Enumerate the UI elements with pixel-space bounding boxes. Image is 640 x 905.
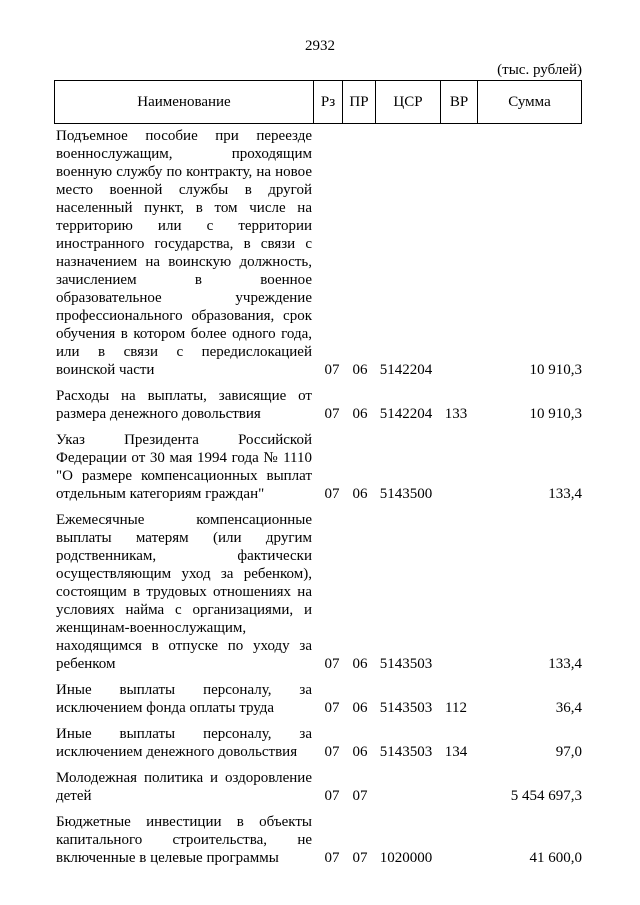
row-name: Иные выплаты персоналу, за исключением фонда оплаты труда bbox=[56, 682, 312, 716]
row-sum: 36,4 bbox=[555, 700, 582, 716]
row-name: Расходы на выплаты, зависящие от размера денежного довольствия bbox=[56, 388, 312, 422]
row-name: Подъемное пособие при переезде военнослужащим, проходящим военную службу по контракту, на новое место военной службы в другой населенный пункт, в том числе на территорию или с территории иностранного государства, в связи с назначением на воинскую должность, зачислением в военное образовательное учреждение профессионального образования, срок обучения в котором более одного года, или в связи с передислокацией воинской части bbox=[56, 128, 312, 378]
row-pr: 06 bbox=[352, 656, 368, 672]
row-vr: 133 bbox=[444, 406, 468, 422]
row-pr: 06 bbox=[352, 362, 368, 378]
row-name: Ежемесячные компенсационные выплаты матерям (или другим родственникам, фактически осуществляющим уход за ребенком), состоящим в трудовых отношениях на условиях найма с организациями, и женщинам-военнослужащим, находящимся в отпуске по уходу за ребенком bbox=[56, 512, 312, 672]
header-csr: ЦСР bbox=[375, 81, 440, 123]
row-sum: 133,4 bbox=[548, 656, 582, 672]
row-vr: 134 bbox=[444, 744, 468, 760]
table-row bbox=[54, 127, 582, 379]
row-csr: 5143503 bbox=[379, 656, 433, 672]
row-csr: 5142204 bbox=[379, 406, 433, 422]
row-rz: 07 bbox=[324, 788, 340, 804]
header-vr: ВР bbox=[440, 81, 477, 123]
row-sum: 10 910,3 bbox=[529, 406, 582, 422]
row-sum: 133,4 bbox=[548, 486, 582, 502]
row-csr: 5143500 bbox=[379, 486, 433, 502]
row-pr: 06 bbox=[352, 744, 368, 760]
row-name: Молодежная политика и оздоровление детей bbox=[56, 770, 312, 804]
row-pr: 07 bbox=[352, 850, 368, 866]
row-sum: 10 910,3 bbox=[529, 362, 582, 378]
row-rz: 07 bbox=[324, 656, 340, 672]
header-rz: Рз bbox=[313, 81, 342, 123]
row-rz: 07 bbox=[324, 406, 340, 422]
row-csr: 1020000 bbox=[379, 850, 433, 866]
row-sum: 41 600,0 bbox=[529, 850, 582, 866]
row-sum: 97,0 bbox=[555, 744, 582, 760]
table-row bbox=[54, 511, 582, 673]
header-pr: ПР bbox=[342, 81, 375, 123]
row-name: Указ Президента Российской Федерации от 30 мая 1994 года № 1110 "О размере компенсационных выплат отдельным категориям граждан" bbox=[56, 432, 312, 502]
row-pr: 06 bbox=[352, 700, 368, 716]
table-row bbox=[54, 681, 582, 717]
table-row bbox=[54, 431, 582, 503]
page-number: 2932 bbox=[305, 38, 335, 54]
units-label: (тыс. рублей) bbox=[497, 62, 582, 78]
header-name: Наименование bbox=[137, 93, 231, 110]
table-row bbox=[54, 769, 582, 805]
row-pr: 06 bbox=[352, 486, 368, 502]
table-row bbox=[54, 725, 582, 761]
row-csr: 5143503 bbox=[379, 700, 433, 716]
row-vr: 112 bbox=[445, 700, 467, 716]
table-row bbox=[54, 387, 582, 423]
row-pr: 07 bbox=[352, 788, 368, 804]
row-rz: 07 bbox=[324, 850, 340, 866]
row-name: Иные выплаты персоналу, за исключением денежного довольствия bbox=[56, 726, 312, 760]
row-rz: 07 bbox=[324, 486, 340, 502]
header-sum: Сумма bbox=[477, 81, 581, 123]
row-rz: 07 bbox=[324, 700, 340, 716]
row-pr: 06 bbox=[352, 406, 368, 422]
table-body bbox=[54, 127, 582, 875]
row-csr: 5143503 bbox=[379, 744, 433, 760]
row-sum: 5 454 697,3 bbox=[510, 788, 582, 804]
row-rz: 07 bbox=[324, 362, 340, 378]
table-row bbox=[54, 813, 582, 867]
row-name: Бюджетные инвестиции в объекты капитального строительства, не включенные в целевые программы bbox=[56, 814, 312, 866]
table-header bbox=[54, 80, 582, 124]
row-csr: 5142204 bbox=[379, 362, 433, 378]
row-rz: 07 bbox=[324, 744, 340, 760]
